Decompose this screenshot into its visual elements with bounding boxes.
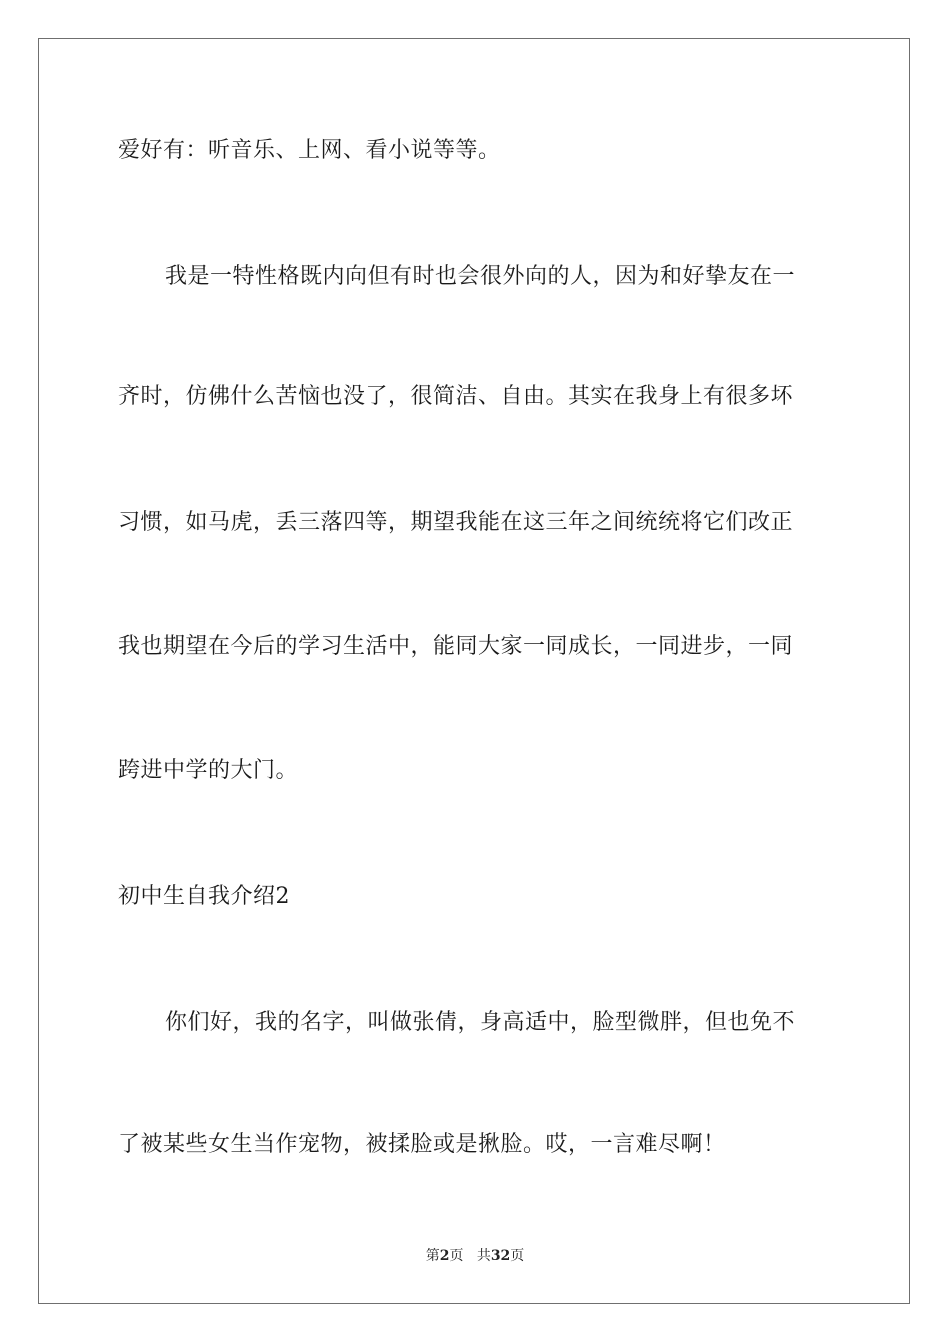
text-line-personality: 我是一特性格既内向但有时也会很外向的人，因为和好挚友在一 — [165, 264, 796, 289]
section-heading: 初中生自我介绍2 — [118, 884, 290, 909]
footer-total-pages: 32 — [490, 1248, 511, 1264]
text-line-freedom: 齐时，仿佛什么苦恼也没了，很简洁、自由。其实在我身上有很多坏 — [118, 384, 794, 409]
page-footer — [0, 1246, 950, 1266]
page-frame — [38, 38, 910, 1304]
text-line-habits: 习惯，如马虎，丢三落四等，期望我能在这三年之间统统将它们改正 — [118, 510, 794, 535]
footer-total-suffix: 页 — [510, 1248, 525, 1264]
footer-total-prefix: 共 — [476, 1248, 491, 1264]
text-line-introduction: 你们好，我的名字，叫做张倩，身高适中，脸型微胖，但也免不 — [165, 1010, 796, 1035]
text-line-hope: 我也期望在今后的学习生活中，能同大家一同成长，一同进步，一同 — [118, 634, 794, 659]
footer-page-suffix: 页 — [449, 1248, 464, 1264]
text-line-school-gate: 跨进中学的大门。 — [118, 758, 299, 783]
footer-page-prefix: 第 — [425, 1248, 440, 1264]
footer-page-number: 2 — [439, 1248, 450, 1264]
text-line-hobbies: 爱好有：听音乐、上网、看小说等等。 — [118, 138, 501, 163]
text-line-pet: 了被某些女生当作宠物，被揉脸或是揪脸。哎，一言难尽啊！ — [118, 1132, 726, 1157]
